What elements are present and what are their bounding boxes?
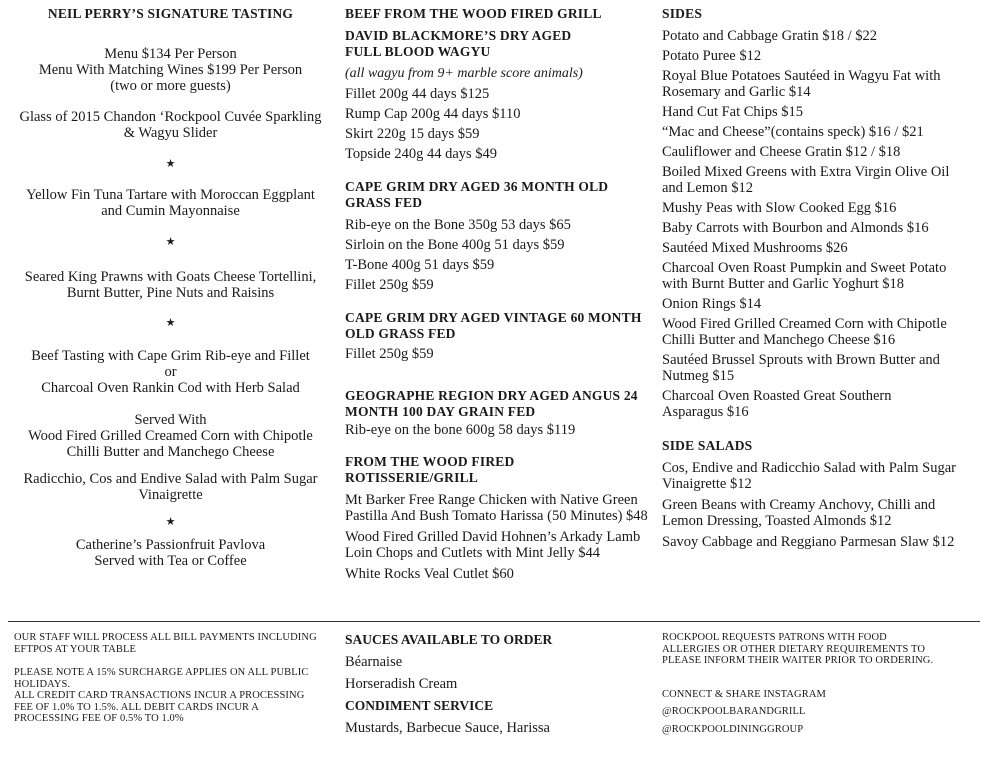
- tasting-pavlova: Served with Tea or Coffee: [94, 553, 247, 569]
- menu-item-line: Vinaigrette $12: [662, 476, 752, 492]
- notice-line: ROCKPOOL REQUESTS PATRONS WITH FOOD: [662, 632, 887, 643]
- menu-item-line: Nutmeg $15: [662, 368, 735, 384]
- menu-item-line: Potato and Cabbage Gratin $18 / $22: [662, 28, 878, 44]
- menu-item-line: Asparagus $16: [662, 404, 749, 420]
- tasting-glass: & Wagyu Slider: [123, 125, 218, 141]
- grill-menu: [345, 6, 650, 582]
- tasting-menu-price: Menu $134 Per Person: [104, 46, 237, 62]
- sauce-item: Béarnaise: [345, 654, 403, 670]
- tasting-menu: [8, 6, 333, 569]
- tasting-beef: Beef Tasting with Cape Grim Rib-eye and Fillet: [31, 348, 310, 364]
- tasting-prawns: Seared King Prawns with Goats Cheese Tortellini,: [24, 269, 317, 285]
- tasting-pavlova: Catherine’s Passionfruit Pavlova: [75, 537, 266, 553]
- menu-item-line: Sautéed Brussel Sprouts with Brown Butter and: [662, 352, 940, 368]
- notice-line: EFTPOS AT YOUR TABLE: [14, 643, 137, 655]
- tasting-corn: Chilli Butter and Manchego Cheese: [66, 444, 275, 460]
- grass-fed-heading: CAPE GRIM DRY AGED 36 MONTH OLD: [345, 179, 609, 194]
- menu-item: Fillet 200g 44 days $125: [345, 86, 490, 102]
- menu-item: Topside 240g 44 days $49: [345, 146, 498, 162]
- menu-item: [662, 460, 962, 492]
- condiment-heading: CONDIMENT SERVICE: [345, 698, 494, 713]
- menu-item-line: Lemon Dressing, Toasted Almonds $12: [662, 513, 892, 529]
- vintage-heading: OLD GRASS FED: [345, 326, 456, 341]
- tasting-prawns: Burnt Butter, Pine Nuts and Raisins: [66, 285, 275, 301]
- menu-item: Rib-eye on the bone 600g 58 days $119: [345, 422, 576, 438]
- menu-item-line: Wood Fired Grilled Creamed Corn with Chipotle: [662, 316, 947, 332]
- tasting-title: NEIL PERRY’S SIGNATURE TASTING: [47, 6, 294, 21]
- wagyu-note: (all wagyu from 9+ marble score animals): [345, 66, 583, 81]
- menu-item-line: Cauliflower and Cheese Gratin $12 / $18: [662, 144, 901, 160]
- sauces-heading: SAUCES AVAILABLE TO ORDER: [345, 632, 553, 647]
- menu-item: [662, 124, 962, 140]
- star-divider: ★: [165, 516, 176, 528]
- menu-item: [662, 28, 962, 44]
- menu-item: [662, 200, 962, 216]
- menu-item-line: Mushy Peas with Slow Cooked Egg $16: [662, 200, 897, 216]
- vintage-heading: CAPE GRIM DRY AGED VINTAGE 60 MONTH: [345, 310, 642, 325]
- sides-list: [662, 28, 962, 420]
- menu-item: [662, 240, 962, 256]
- notice-line: FEE OF 1.0% TO 1.5%. ALL DEBIT CARDS INCUR A: [14, 701, 259, 713]
- menu-item: [662, 497, 962, 529]
- menu-item: [662, 220, 962, 236]
- menu-item-line: Green Beans with Creamy Anchovy, Chilli and: [662, 497, 936, 513]
- allergy-notice: [662, 632, 972, 735]
- menu-item-line: Boiled Mixed Greens with Extra Virgin Olive Oil: [662, 164, 950, 180]
- menu-item-line: Charcoal Oven Roast Pumpkin and Sweet Potato: [662, 260, 947, 276]
- menu-item: Sirloin on the Bone 400g 51 days $59: [345, 237, 565, 253]
- instagram-heading: CONNECT & SHARE INSTAGRAM: [662, 688, 826, 700]
- instagram-handle: @ROCKPOOLDININGGROUP: [662, 723, 804, 735]
- sides-menu: [662, 6, 962, 555]
- instagram-handle: @ROCKPOOLBARANDGRILL: [662, 706, 806, 717]
- side-salads-title: SIDE SALADS: [662, 438, 753, 453]
- tasting-corn: Wood Fired Grilled Creamed Corn with Chipotle: [28, 428, 313, 444]
- menu-item-line: Cos, Endive and Radicchio Salad with Palm Sugar: [662, 460, 956, 476]
- tasting-radicchio: Radicchio, Cos and Endive Salad with Palm Sugar: [23, 471, 318, 487]
- notice-line: ALL CREDIT CARD TRANSACTIONS INCUR A PROCESSING: [14, 690, 305, 701]
- tasting-wine-price: Menu With Matching Wines $199 Per Person: [38, 62, 303, 78]
- menu-item: Fillet 250g $59: [345, 346, 434, 362]
- menu-item: Rib-eye on the Bone 350g 53 days $65: [345, 217, 571, 233]
- footer-divider: [8, 621, 980, 622]
- condiment-item: Mustards, Barbecue Sauce, Harissa: [345, 720, 550, 736]
- menu-item: Wood Fired Grilled David Hohnen’s Arkady Lamb: [345, 529, 641, 545]
- menu-item-line: Chilli Butter and Manchego Cheese $16: [662, 332, 896, 348]
- angus-heading: MONTH 100 DAY GRAIN FED: [345, 404, 536, 419]
- menu-item-line: Savoy Cabbage and Reggiano Parmesan Slaw $12: [662, 534, 955, 550]
- tasting-served-with: Served With: [134, 412, 207, 428]
- menu-item: Mt Barker Free Range Chicken with Native Green: [345, 492, 638, 508]
- notice-line: ALLERGIES OR OTHER DIETARY REQUIREMENTS TO: [662, 643, 926, 655]
- tasting-guests: (two or more guests): [110, 78, 231, 94]
- menu-item-line: Rosemary and Garlic $14: [662, 84, 811, 100]
- wagyu-heading: FULL BLOOD WAGYU: [345, 44, 491, 59]
- menu-item: [662, 534, 962, 550]
- menu-item: [662, 48, 962, 64]
- notice-line: OUR STAFF WILL PROCESS ALL BILL PAYMENTS INCLUDING: [14, 632, 317, 643]
- side-salads-list: [662, 460, 962, 550]
- menu-item: Loin Chops and Cutlets with Mint Jelly $44: [345, 545, 600, 561]
- grass-fed-heading: GRASS FED: [345, 195, 423, 210]
- menu-item: White Rocks Veal Cutlet $60: [345, 566, 514, 582]
- tasting-glass: Glass of 2015 Chandon ‘Rockpool Cuvée Sparkling: [19, 109, 322, 125]
- sides-title: SIDES: [662, 6, 703, 21]
- tasting-radicchio: Vinaigrette: [138, 487, 203, 503]
- menu-item: T-Bone 400g 51 days $59: [345, 257, 495, 273]
- notice-line: PROCESSING FEE OF 0.5% TO 1.0%: [14, 713, 184, 724]
- menu-item-line: Charcoal Oven Roasted Great Southern: [662, 388, 892, 404]
- notice-line: PLEASE INFORM THEIR WAITER PRIOR TO ORDERING.: [662, 655, 934, 666]
- star-divider: ★: [165, 317, 176, 329]
- menu-item-line: Onion Rings $14: [662, 296, 762, 312]
- menu-item: Fillet 250g $59: [345, 277, 434, 293]
- menu-item-line: and Lemon $12: [662, 180, 754, 196]
- menu-item-line: with Burnt Butter and Garlic Yoghurt $18: [662, 276, 905, 292]
- tasting-tuna: and Cumin Mayonnaise: [101, 203, 240, 219]
- sauce-item: Horseradish Cream: [345, 676, 458, 692]
- menu-item-line: “Mac and Cheese”(contains speck) $16 / $21: [662, 124, 924, 140]
- menu-item-line: Hand Cut Fat Chips $15: [662, 104, 803, 120]
- menu-item: [662, 260, 962, 292]
- star-divider: ★: [165, 158, 176, 170]
- tasting-or: or: [164, 364, 177, 380]
- rotisserie-heading: FROM THE WOOD FIRED ROTISSERIE/GRILL: [345, 454, 515, 485]
- menu-item: [662, 316, 962, 348]
- menu-item: [662, 68, 962, 100]
- menu-item: [662, 296, 962, 312]
- sauces-section: [345, 632, 645, 736]
- wagyu-heading: DAVID BLACKMORE’S DRY AGED: [345, 28, 572, 43]
- tasting-cod: Charcoal Oven Rankin Cod with Herb Salad: [41, 380, 300, 396]
- menu-item: Pastilla And Bush Tomato Harissa (50 Minutes) $48: [345, 508, 648, 524]
- menu-item: [662, 144, 962, 160]
- angus-heading: GEOGRAPHE REGION DRY AGED ANGUS 24: [345, 388, 638, 403]
- menu-item: [662, 164, 962, 196]
- grill-title: BEEF FROM THE WOOD FIRED GRILL: [345, 6, 602, 21]
- menu-item-line: Sautéed Mixed Mushrooms $26: [662, 240, 848, 256]
- menu-item-line: Potato Puree $12: [662, 48, 762, 64]
- notice-line: PLEASE NOTE A 15% SURCHARGE APPLIES ON ALL PUBLIC: [14, 667, 309, 678]
- menu-item: [662, 352, 962, 384]
- menu-item: Rump Cap 200g 44 days $110: [345, 106, 521, 122]
- menu-item-line: Royal Blue Potatoes Sautéed in Wagyu Fat with: [662, 68, 941, 84]
- tasting-tuna: Yellow Fin Tuna Tartare with Moroccan Eggplant: [26, 187, 315, 203]
- menu-item: Skirt 220g 15 days $59: [345, 126, 480, 142]
- payment-notice: [14, 632, 334, 725]
- notice-line: HOLIDAYS.: [14, 678, 71, 690]
- menu-item: [662, 104, 962, 120]
- star-divider: ★: [165, 236, 176, 248]
- menu-item-line: Baby Carrots with Bourbon and Almonds $16: [662, 220, 929, 236]
- menu-item: [662, 388, 962, 420]
